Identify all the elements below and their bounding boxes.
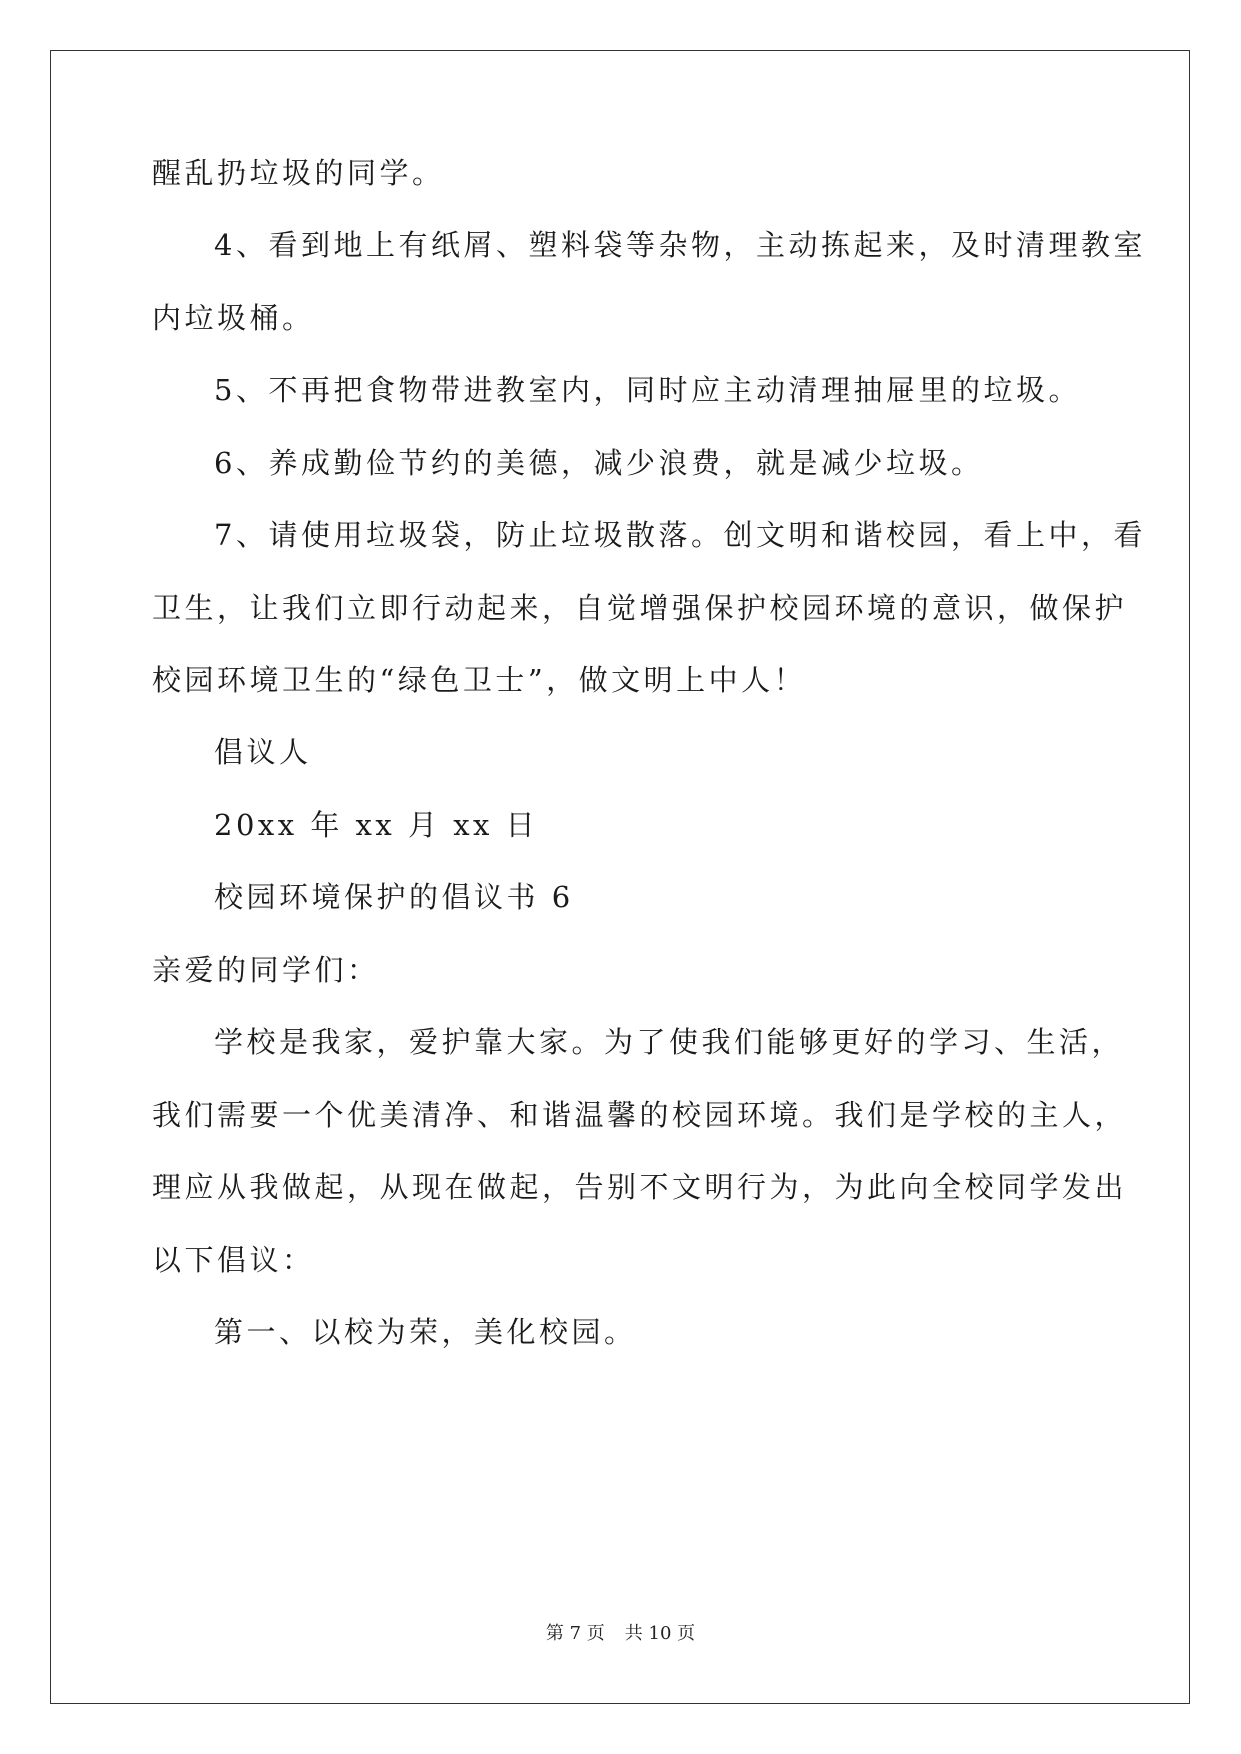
page-number-total: 共 10 页 xyxy=(624,1623,696,1644)
salutation: 亲爱的同学们： xyxy=(152,953,380,987)
text-line: 第一、以校为荣，美化校园。 xyxy=(214,1315,637,1349)
text-line: 卫生，让我们立即行动起来，自觉增强保护校园环境的意识，做保护 xyxy=(152,591,1128,625)
text-line: 7、请使用垃圾袋，防止垃圾散落。创文明和谐校园，看上中，看 xyxy=(214,518,1146,552)
text-line: 6、养成勤俭节约的美德，减少浪费，就是减少垃圾。 xyxy=(214,446,984,480)
date-line: 20xx 年 xx 月 xx 日 xyxy=(214,808,539,842)
section-title: 校园环境保护的倡议书 6 xyxy=(214,880,574,914)
text-line: 内垃圾桶。 xyxy=(152,301,315,335)
text-line: 5、不再把食物带进教室内，同时应主动清理抽屉里的垃圾。 xyxy=(214,373,1081,407)
text-line: 4、看到地上有纸屑、塑料袋等杂物，主动拣起来，及时清理教室 xyxy=(214,228,1146,262)
text-line: 醒乱扔垃圾的同学。 xyxy=(152,156,445,190)
page-number-current: 第 7 页 xyxy=(545,1623,605,1644)
text-line: 校园环境卫生的“绿色卫士”，做文明上中人！ xyxy=(152,663,807,697)
text-line: 我们需要一个优美清净、和谐温馨的校园环境。我们是学校的主人， xyxy=(152,1098,1128,1132)
page-footer xyxy=(0,1622,1241,1646)
signature-label: 倡议人 xyxy=(214,735,312,769)
text-line: 以下倡议： xyxy=(152,1243,315,1277)
text-line: 理应从我做起，从现在做起，告别不文明行为，为此向全校同学发出 xyxy=(152,1170,1128,1204)
text-line: 学校是我家，爱护靠大家。为了使我们能够更好的学习、生活， xyxy=(214,1025,1125,1059)
